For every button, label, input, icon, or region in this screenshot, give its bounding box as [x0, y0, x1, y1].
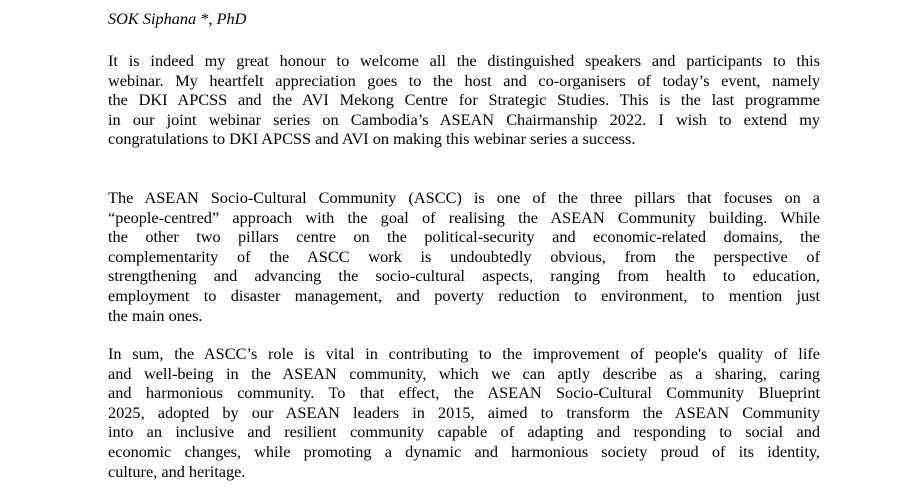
paragraph-line: In sum, the ASCC’s role is vital in contributing to the improvement of people's quality of life — [108, 344, 820, 363]
paragraph-line: webinar. My heartfelt appreciation goes to the host and co-organisers of today’s event, namely — [108, 70, 820, 90]
document-page — [108, 0, 820, 500]
paragraph-line: and harmonious community. To that effect, the ASEAN Socio-Cultural Community Blueprint — [108, 383, 820, 403]
paragraph-line: It is indeed my great honour to welcome all the distinguished speakers and participants to this — [108, 51, 820, 70]
paragraph-line: employment to disaster management, and poverty reduction to environment, to mention just — [108, 285, 820, 305]
paragraph-welcome — [108, 51, 820, 149]
paragraph-line: the other two pillars centre on the political-security and economic-related domains, the — [108, 227, 820, 247]
paragraph-ascc — [108, 188, 820, 325]
paragraph-line: The ASEAN Socio-Cultural Community (ASCC) is one of the three pillars that focuses on a — [108, 188, 820, 207]
paragraph-line: and well-being in the ASEAN community, which we can aptly describe as a sharing, caring — [108, 363, 820, 383]
paragraph-line: complementarity of the ASCC work is undoubtedly obvious, from the perspective of — [108, 246, 820, 266]
paragraph-line: into an inclusive and resilient community capable of adapting and responding to social and — [108, 422, 820, 442]
paragraph-line: congratulations to DKI APCSS and AVI on making this webinar series a success. — [108, 129, 636, 149]
paragraph-summary — [108, 344, 820, 481]
paragraph-line: culture, and heritage. — [108, 461, 246, 481]
paragraph-line: in our joint webinar series on Cambodia’s ASEAN Chairmanship 2022. I wish to extend my — [108, 109, 820, 129]
paragraph-line: the DKI APCSS and the AVI Mekong Centre for Strategic Studies. This is the last programme — [108, 90, 820, 110]
paragraph-line: 2025, adopted by our ASEAN leaders in 2015, aimed to transform the ASEAN Community — [108, 402, 820, 422]
paragraph-line: strengthening and advancing the socio-cultural aspects, ranging from health to education, — [108, 266, 820, 286]
author-line: SOK Siphana *, PhD — [108, 9, 247, 28]
paragraph-line: the main ones. — [108, 305, 203, 325]
paragraph-line: “people-centred” approach with the goal of realising the ASEAN Community building. While — [108, 207, 820, 227]
paragraph-line: economic changes, while promoting a dynamic and harmonious society proud of its identity, — [108, 441, 820, 461]
